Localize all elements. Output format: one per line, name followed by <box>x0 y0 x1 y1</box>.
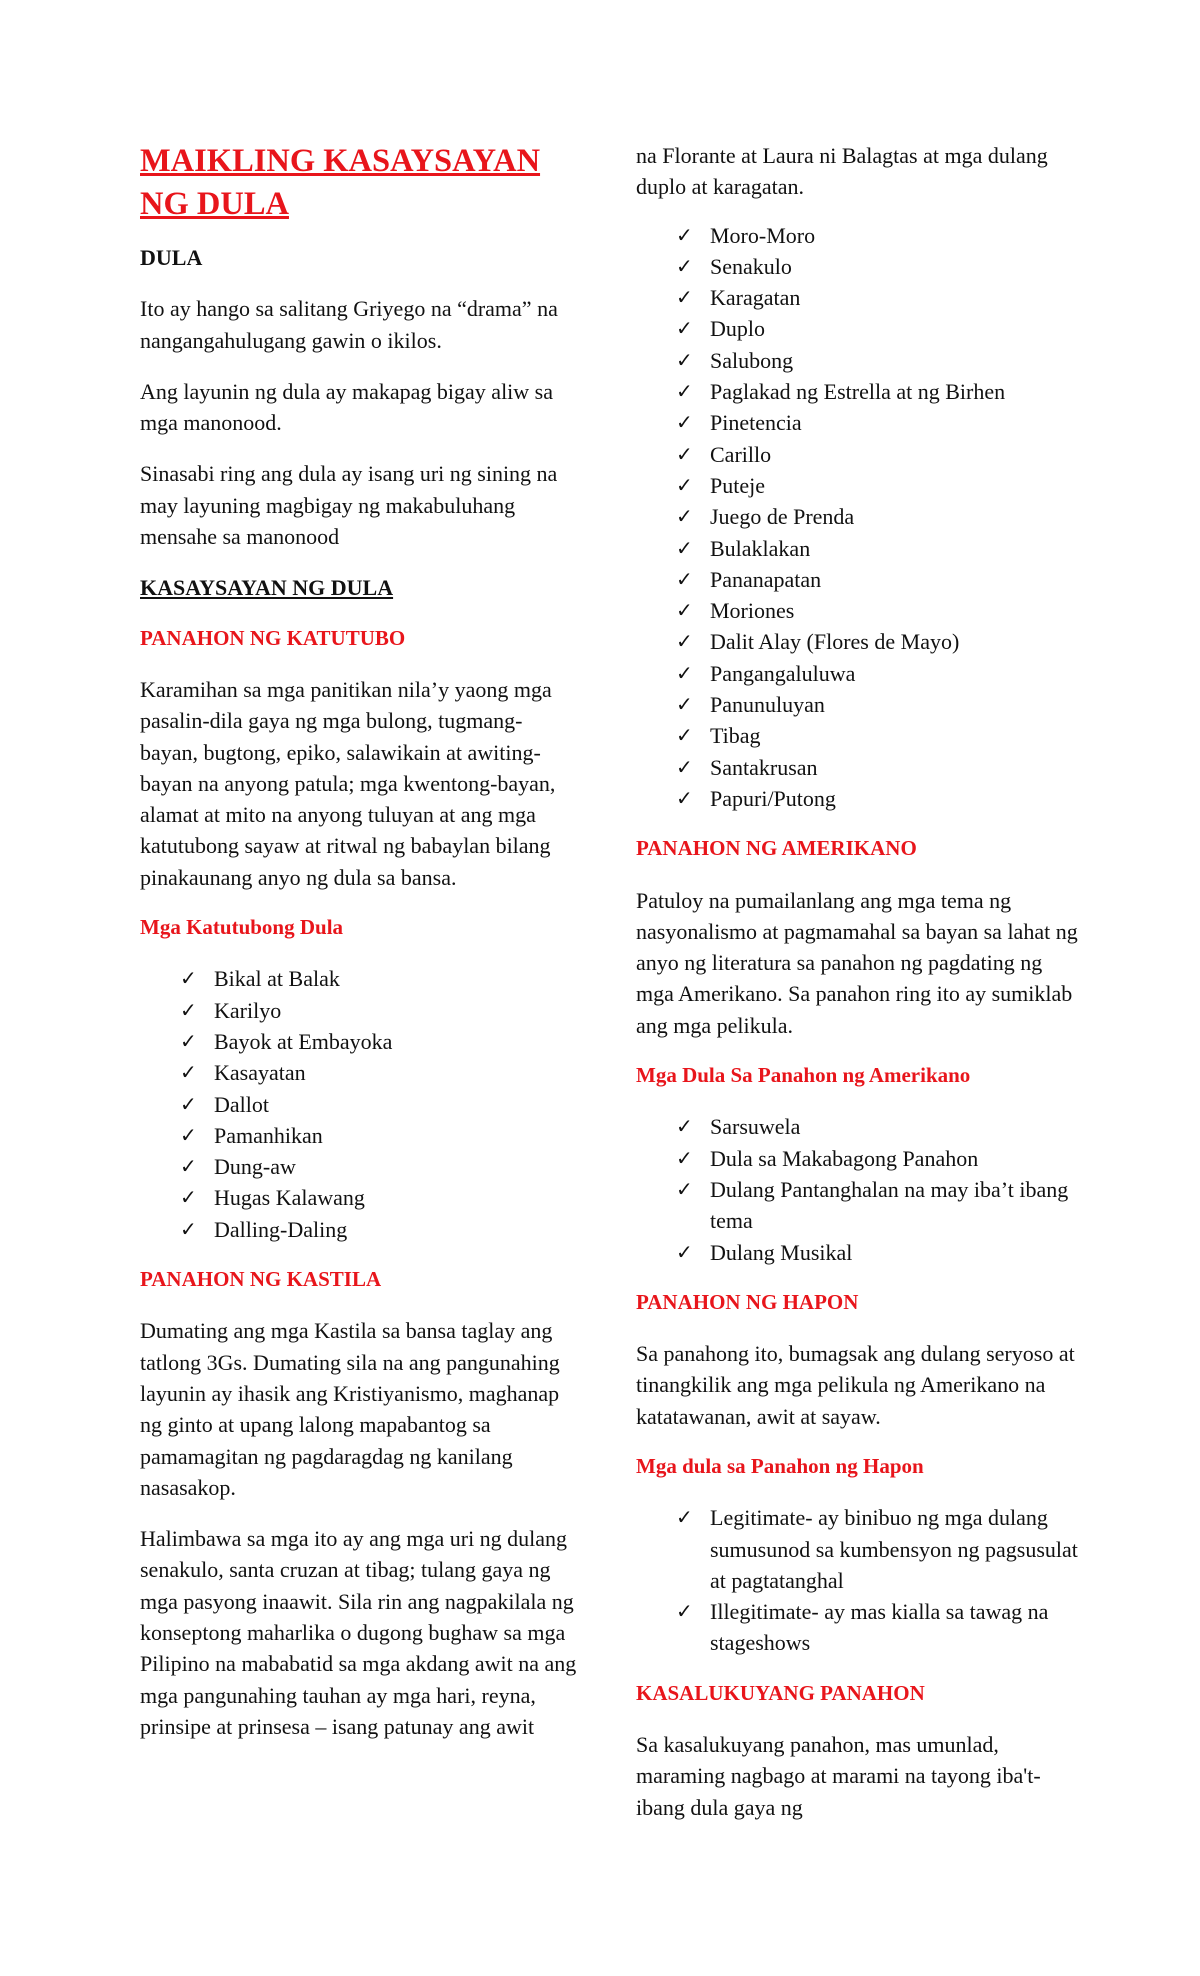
checkmark-icon: ✓ <box>676 1114 693 1139</box>
list-item <box>676 783 1081 814</box>
dula-paragraph-2: Ang layunin ng dula ay makapag bigay aliw sa mga manonood. <box>140 378 554 436</box>
checkmark-icon: ✓ <box>676 316 693 341</box>
checkmark-icon: ✓ <box>180 1091 197 1116</box>
list-item-text: Bulaklakan <box>710 535 811 561</box>
list-item-text: Salubong <box>710 347 794 373</box>
list-item-text: Dallot <box>214 1091 269 1117</box>
checkmark-icon: ✓ <box>180 1028 197 1053</box>
hapon-subheading: Mga dula sa Panahon ng Hapon <box>636 1453 924 1478</box>
list-item-text: Dulang Pantanghalan na may iba’t ibang tema <box>710 1176 1069 1234</box>
kasaysayan-label: KASAYSAYAN NG DULA <box>140 575 394 601</box>
list-item-text: Illegitimate- ay mas kialla sa tawag na stageshows <box>710 1599 1049 1656</box>
page-title: MAIKLING KASAYSAYAN NG DULA <box>140 143 541 222</box>
list-item-text: Dalit Alay (Flores de Mayo) <box>710 629 960 655</box>
checkmark-icon: ✓ <box>676 535 693 560</box>
list-item <box>676 564 1081 595</box>
checkmark-icon: ✓ <box>676 660 693 685</box>
checkmark-icon: ✓ <box>676 566 693 591</box>
list-item-text: Dung-aw <box>214 1154 296 1180</box>
dula-paragraph-1: Ito ay hango sa salitang Griyego na “drama” na nangangahulugang gawin o ikilos. <box>140 296 558 353</box>
list-item <box>676 282 1081 313</box>
list-item-text: Puteje <box>710 472 765 498</box>
list-item-text: Duplo <box>710 316 765 342</box>
checkmark-icon: ✓ <box>676 1239 693 1264</box>
list-item-text: Bikal at Balak <box>214 966 340 992</box>
checkmark-icon: ✓ <box>676 222 693 247</box>
kastila-heading: PANAHON NG KASTILA <box>140 1267 382 1292</box>
list-item <box>676 220 1081 251</box>
list-item <box>676 658 1081 689</box>
checkmark-icon: ✓ <box>180 1122 197 1147</box>
kastila-continuation: na Florante at Laura ni Balagtas at mga dulang duplo at karagatan. <box>636 143 1048 200</box>
list-item <box>676 626 1081 657</box>
list-item <box>180 1120 580 1151</box>
list-item <box>180 1214 580 1245</box>
checkmark-icon: ✓ <box>180 1060 197 1085</box>
list-item-text: Kasayatan <box>214 1060 306 1086</box>
amerikano-paragraph: Patuloy na pumailanlang ang mga tema ng nasyonalismo at pagmamahal sa bayan sa lahat ng anyo ng literatura sa panahon ng pagdating ng mga Amerikano. Sa panahon ring ito ay sumiklab ang mga pelikula. <box>636 887 1078 1038</box>
list-item-text: Dula sa Makabagong Panahon <box>710 1145 979 1171</box>
list-item <box>676 720 1081 751</box>
list-item <box>180 1089 580 1120</box>
list-item-text: Pamanhikan <box>214 1122 323 1148</box>
list-item-text: Dulang Musikal <box>710 1239 853 1265</box>
list-item <box>676 533 1081 564</box>
list-item <box>676 501 1081 532</box>
hapon-heading: PANAHON NG HAPON <box>636 1289 859 1314</box>
hapon-paragraph: Sa panahong ito, bumagsak ang dulang seryoso at tinangkilik ang mga pelikula ng Amerikano na katatawanan, awit at sayaw. <box>636 1341 1075 1429</box>
list-item <box>676 439 1081 470</box>
list-item <box>180 1026 580 1057</box>
amerikano-heading: PANAHON NG AMERIKANO <box>636 836 917 861</box>
list-item <box>180 963 580 994</box>
kasalukuyan-paragraph: Sa kasalukuyang panahon, mas umunlad, maraming nagbago at marami na tayong iba't- ibang dula gaya ng <box>636 1732 1041 1820</box>
list-item <box>180 995 580 1026</box>
list-item <box>180 1057 580 1088</box>
right-column <box>636 140 1081 1823</box>
checkmark-icon: ✓ <box>676 598 693 623</box>
list-item-text: Pinetencia <box>710 410 802 436</box>
list-item <box>676 345 1081 376</box>
list-item-text: Bayok at Embayoka <box>214 1028 393 1054</box>
amerikano-subheading: Mga Dula Sa Panahon ng Amerikano <box>636 1063 971 1088</box>
list-item <box>676 407 1081 438</box>
list-item <box>676 689 1081 720</box>
checkmark-icon: ✓ <box>676 441 693 466</box>
list-item <box>676 1111 1081 1142</box>
list-item-text: Panunuluyan <box>710 692 825 718</box>
list-item <box>676 376 1081 407</box>
checkmark-icon: ✓ <box>676 1145 693 1170</box>
checkmark-icon: ✓ <box>676 629 693 654</box>
list-item-text: Moro-Moro <box>710 222 816 248</box>
dula-label: DULA <box>140 245 203 270</box>
list-item-text: Papuri/Putong <box>710 785 836 811</box>
list-item-text: Senakulo <box>710 253 792 279</box>
list-item-text: Paglakad ng Estrella at ng Birhen <box>710 379 1006 405</box>
katutubo-list <box>140 963 580 1245</box>
list-item <box>676 595 1081 626</box>
checkmark-icon: ✓ <box>676 1599 693 1624</box>
list-item-text: Moriones <box>710 598 795 624</box>
checkmark-icon: ✓ <box>676 347 693 372</box>
checkmark-icon: ✓ <box>180 966 197 991</box>
kastila-paragraph-1: Dumating ang mga Kastila sa bansa taglay ang tatlong 3Gs. Dumating sila na ang pangunahing layunin ay ihasik ang Kristiyanismo, maghanap ng ginto at upang lalong mapabantog sa pamamagitan ng pagdaragdag ng kanilang nasasakop. <box>140 1318 560 1500</box>
list-item <box>676 1502 1081 1596</box>
list-item <box>676 251 1081 282</box>
checkmark-icon: ✓ <box>676 379 693 404</box>
list-item-text: Sarsuwela <box>710 1114 801 1140</box>
list-item-text: Carillo <box>710 441 772 467</box>
checkmark-icon: ✓ <box>676 1505 693 1530</box>
list-item-text: Karilyo <box>214 997 282 1023</box>
kastila-list <box>636 220 1081 815</box>
amerikano-list <box>636 1111 1081 1267</box>
left-column <box>140 140 580 1742</box>
checkmark-icon: ✓ <box>676 692 693 717</box>
checkmark-icon: ✓ <box>676 754 693 779</box>
checkmark-icon: ✓ <box>180 1154 197 1179</box>
list-item <box>676 1174 1081 1237</box>
katutubo-subheading: Mga Katutubong Dula <box>140 915 344 940</box>
list-item-text: Legitimate- ay binibuo ng mga dulang sumusunod sa kumbensyon ng pagsusulat at pagtatanghal <box>710 1505 1078 1593</box>
list-item-text: Hugas Kalawang <box>214 1185 365 1211</box>
list-item <box>676 752 1081 783</box>
checkmark-icon: ✓ <box>676 472 693 497</box>
checkmark-icon: ✓ <box>180 1216 197 1241</box>
list-item-text: Karagatan <box>710 285 801 311</box>
katutubo-heading: PANAHON NG KATUTUBO <box>140 625 406 650</box>
checkmark-icon: ✓ <box>676 504 693 529</box>
list-item <box>676 1143 1081 1174</box>
checkmark-icon: ✓ <box>676 723 693 748</box>
list-item <box>180 1151 580 1182</box>
checkmark-icon: ✓ <box>180 997 197 1022</box>
list-item-text: Pangangaluluwa <box>710 660 856 686</box>
list-item-text: Dalling-Daling <box>214 1216 348 1242</box>
checkmark-icon: ✓ <box>676 1176 693 1201</box>
list-item-text: Pananapatan <box>710 566 822 592</box>
list-item <box>676 1596 1081 1659</box>
list-item <box>180 1182 580 1213</box>
hapon-list <box>636 1502 1081 1658</box>
list-item <box>676 1237 1081 1268</box>
list-item-text: Tibag <box>710 723 761 749</box>
list-item-text: Santakrusan <box>710 754 818 780</box>
kastila-paragraph-2: Halimbawa sa mga ito ay ang mga uri ng dulang senakulo, santa cruzan at tibag; tulang gaya ng mga pasyong inaawit. Sila rin ang nagpakilala ng konseptong maharlika o dugong bughaw sa mga Pilipino na mababatid sa mga akdang awit na ang mga pangunahing tauhan ay mga hari, reyna, prinsipe at prinsesa – isang patunay ang awit <box>140 1526 577 1739</box>
katutubo-paragraph: Karamihan sa mga panitikan nila’y yaong mga pasalin-dila gaya ng mga bulong, tugmang-bayan, bugtong, epiko, salawikain at awiting-bayan na anyong patula; mga kwentong-bayan, alamat at mito na anyong tuluyan at ang mga katutubong sayaw at ritwal ng babaylan bilang pinakaunang anyo ng dula sa bansa. <box>140 676 556 890</box>
checkmark-icon: ✓ <box>676 410 693 435</box>
list-item <box>676 470 1081 501</box>
list-item-text: Juego de Prenda <box>710 504 855 530</box>
dula-paragraph-3: Sinasabi ring ang dula ay isang uri ng sining na may layuning magbigay ng makabuluhang mensahe sa manonood <box>140 461 558 550</box>
checkmark-icon: ✓ <box>676 253 693 278</box>
checkmark-icon: ✓ <box>676 785 693 810</box>
list-item <box>676 313 1081 344</box>
checkmark-icon: ✓ <box>676 285 693 310</box>
checkmark-icon: ✓ <box>180 1185 197 1210</box>
kasalukuyan-heading: KASALUKUYANG PANAHON <box>636 1680 925 1705</box>
